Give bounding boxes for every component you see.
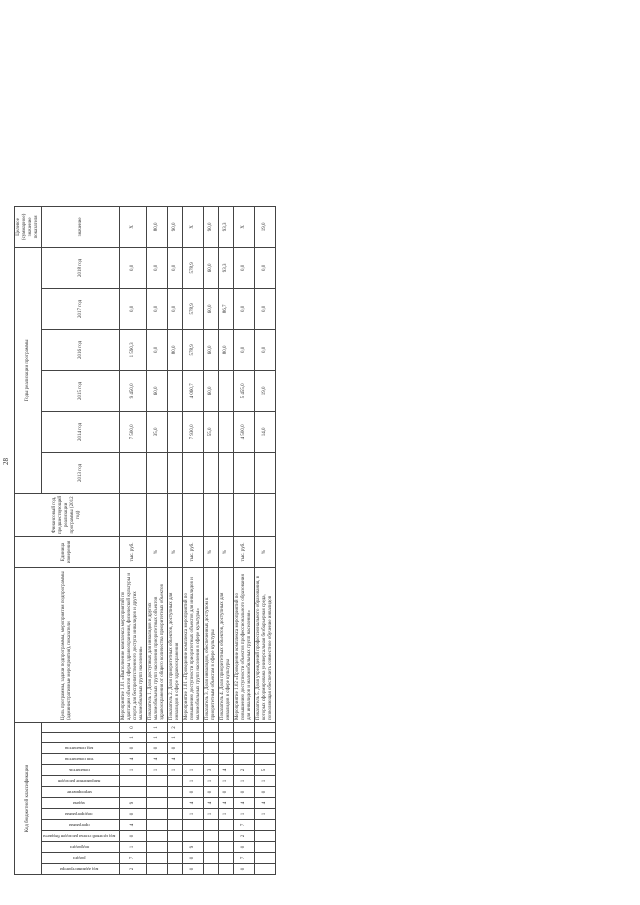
code-cell: 1 [255,776,276,787]
year-value-cell: 14,0 [255,411,276,452]
code-cell [219,831,234,842]
table-row [120,206,147,874]
code-cell: 1 [204,809,219,820]
code-cell: 2 [234,765,255,776]
year-header: 2015 год [42,370,120,411]
code-cell [147,853,168,864]
year-value-cell: 578,9 [183,247,204,288]
year-value-cell [234,452,255,493]
code-cell [255,723,276,733]
code-cell: 1 [168,765,183,776]
classification-header: Код бюджетной классификации [15,723,42,875]
year-value-cell [120,452,147,493]
code-cell: 0 [120,831,147,842]
code-cell [204,864,219,875]
code-cell: 4 [168,754,183,765]
year-value-cell: 578,9 [183,288,204,329]
code-cell: 0 [183,864,204,875]
year-value-cell: 7 500,0 [120,411,147,452]
year-value-cell: 80,0 [168,329,183,370]
unit-cell: % [219,537,234,568]
code-cell: 0 [120,809,147,820]
code-cell: 0 [234,787,255,798]
year-value-cell: 0,0 [120,247,147,288]
code-cell [147,842,168,853]
year-value-cell: 0,0 [168,288,183,329]
code-cell: 1 [147,733,168,743]
year-value-cell [255,452,276,493]
year-header: 2013 год [42,452,120,493]
year-value-cell: 0,0 [147,288,168,329]
subheader: код целевой статьи расходов бюджета [42,831,120,842]
year-value-cell: 19,0 [255,370,276,411]
unit-cell: % [168,537,183,568]
code-cell: 1 [183,765,204,776]
code-cell: 1 [147,723,168,733]
code-cell [183,743,204,754]
code-cell: 1 [255,809,276,820]
code-cell [168,864,183,875]
year-value-cell [147,452,168,493]
year-value-cell: 0,0 [255,247,276,288]
code-cell [219,754,234,765]
code-cell [234,733,255,743]
subheader [42,733,120,743]
code-cell: 2 [168,723,183,733]
subheader: раздел [42,853,120,864]
code-cell: 3 [204,765,219,776]
code-cell: 1 [219,776,234,787]
year-header: 2018 год [42,247,120,288]
code-cell: 1 [219,809,234,820]
table-row [255,206,276,874]
year-value-cell: 55,0 [204,411,219,452]
subheader: подпрограмма [42,809,120,820]
code-cell [219,842,234,853]
final-value-cell: X [183,206,204,247]
subheader: задача [42,798,120,809]
table-row [147,206,168,874]
unit-cell: тыс. руб. [234,537,255,568]
code-cell [255,842,276,853]
code-cell: 7 [120,853,147,864]
final-value-cell: 90,0 [204,206,219,247]
code-cell [255,743,276,754]
code-cell [204,754,219,765]
table-row [204,206,219,874]
table-row [219,206,234,874]
final-value-header: значение [42,206,120,247]
finance-cell [255,493,276,536]
code-cell [183,723,204,733]
code-cell [168,831,183,842]
subheader: показатель [42,765,120,776]
year-value-cell: 0,0 [255,288,276,329]
code-cell: 9 [120,798,147,809]
year-value-cell [219,370,234,411]
year-value-cell: 4 060,7 [183,370,204,411]
year-header: 2017 год [42,288,120,329]
year-value-cell [168,370,183,411]
final-header: Целевое (суммарное) значение показателя [15,206,42,247]
code-cell [219,853,234,864]
table-row [183,206,204,874]
subheader [42,723,120,733]
year-value-cell: 0,0 [255,329,276,370]
table-row [168,206,183,874]
year-value-cell: 0,0 [234,247,255,288]
code-cell [168,853,183,864]
year-value-cell: 0,0 [168,247,183,288]
year-value-cell [168,452,183,493]
code-cell: 4 [120,754,147,765]
year-value-cell: 60,0 [204,288,219,329]
year-value-cell: 0,0 [147,329,168,370]
final-value-cell: X [120,206,147,247]
code-cell [183,831,204,842]
code-cell [234,723,255,733]
year-value-cell: 80,0 [219,329,234,370]
subheader: направление расходов [42,776,120,787]
code-cell [168,798,183,809]
code-cell: 1 [234,809,255,820]
code-cell [168,842,183,853]
code-cell [183,733,204,743]
code-cell [183,820,204,831]
code-cell [219,864,234,875]
description-cell: Показатель 3. Доля инвалидов, обеспеченных доступом к приоритетным объектам в сфере культуры [204,568,219,723]
subheader: код показателя [42,743,120,754]
year-value-cell: 0,0 [120,288,147,329]
code-cell [204,733,219,743]
code-cell [147,787,168,798]
final-value-cell: X [234,206,255,247]
code-cell: 7 [234,820,255,831]
code-cell [147,798,168,809]
code-cell [219,743,234,754]
code-cell: 1 [183,776,204,787]
year-value-cell: 0,0 [234,288,255,329]
year-value-cell: 578,9 [183,329,204,370]
description-cell: Показатель 2. Доля приоритетных объектов, доступных для инвалидов в сфере здравоохранения [168,568,183,723]
finance-cell [147,493,168,536]
description-cell: Мероприятие 1.01 «Выполнение комплекса мероприятий по адаптации объектов сферы здравоохранения, физической культуры и спорта для беспрепятственного доступа инвалидов и других маломобильных групп населения» [120,568,147,723]
code-cell: 0 [120,723,147,733]
year-value-cell [219,411,234,452]
code-cell: 0 [204,787,219,798]
code-cell [120,787,147,798]
year-value-cell: 60,0 [204,329,219,370]
code-cell: 4 [219,798,234,809]
year-value-cell: 4 500,0 [234,411,255,452]
code-cell: 1 [168,733,183,743]
final-value-cell: 19,0 [255,206,276,247]
subheader: мероприятие [42,787,120,798]
code-cell: 4 [147,754,168,765]
finance-cell [219,493,234,536]
code-cell [147,809,168,820]
page-number: 28 [2,458,10,465]
code-cell: 4 [204,798,219,809]
year-value-cell [219,452,234,493]
year-header: 2014 год [42,411,120,452]
code-cell [219,723,234,733]
code-cell: 0 [168,743,183,754]
year-value-cell [204,452,219,493]
year-value-cell: 86,7 [219,288,234,329]
code-cell: 2 [234,831,255,842]
year-value-cell: 35,0 [147,411,168,452]
code-cell [255,831,276,842]
description-cell: Мероприятие 1.01 «Проведение комплекса мероприятий по повышению доступности приоритетных объектов для инвалидов и маломобильных групп населения в сфере культуры» [183,568,204,723]
finance-cell [234,493,255,536]
code-cell: 4 [255,798,276,809]
code-cell: 9 [183,842,204,853]
code-cell: 4 [120,820,147,831]
description-cell: Показатель 5. Доля учреждений профессионального образования, в которых сформирована универсальная безбарьерная среда, позволяющая обеспечить совместное обучение инвалидов [255,568,276,723]
unit-cell: тыс. руб. [120,537,147,568]
year-header: 2016 год [42,329,120,370]
code-cell: 4 [234,798,255,809]
code-cell: 7 [234,853,255,864]
code-cell [204,831,219,842]
final-value-cell: 90,0 [168,206,183,247]
subheader: подраздел [42,842,120,853]
code-cell [204,853,219,864]
code-cell: 1 [120,765,147,776]
goal-header: Цель программы, задачи подпрограммы, мероприятия подпрограммы (административные мероприятия), показатели [15,568,120,723]
code-cell [255,820,276,831]
subheader: тип показателя [42,754,120,765]
code-cell: 1 [120,733,147,743]
code-cell: 1 [234,776,255,787]
unit-cell: тыс. руб. [183,537,204,568]
year-value-cell: 7 930,0 [183,411,204,452]
year-value-cell: 0,0 [147,247,168,288]
year-value-cell: 0,0 [234,329,255,370]
code-cell [234,754,255,765]
code-cell: 4 [219,765,234,776]
unit-cell: % [255,537,276,568]
code-cell: 0 [120,743,147,754]
finance-cell [204,493,219,536]
code-cell [204,842,219,853]
code-cell [255,733,276,743]
year-value-cell: 1 590,3 [120,329,147,370]
code-cell: 1 [120,842,147,853]
unit-header: Единица измерения [15,537,120,568]
code-cell: 0 [234,864,255,875]
code-cell [204,743,219,754]
code-cell [147,820,168,831]
description-cell: Показатель 1. Доля доступных для инвалидов и других маломобильных групп населения приоритетных объектов здравоохранения от общего количества приоритетных объектов [147,568,168,723]
code-cell [255,754,276,765]
code-cell: 0 [183,853,204,864]
year-value-cell: 9 450,0 [120,370,147,411]
code-cell [204,820,219,831]
code-cell [147,831,168,842]
year-value-cell [183,452,204,493]
final-value-cell: 93,3 [219,206,234,247]
code-cell [255,864,276,875]
final-value-cell: 80,0 [147,206,168,247]
finance-cell [120,493,147,536]
code-cell [204,723,219,733]
unit-cell: % [204,537,219,568]
unit-cell: % [147,537,168,568]
code-cell: 1 [204,776,219,787]
finance-cell [183,493,204,536]
code-cell [234,743,255,754]
code-cell: 0 [183,787,204,798]
year-value-cell: 60,0 [147,370,168,411]
code-cell: 0 [219,787,234,798]
code-cell [183,754,204,765]
finance-header: Финансовый год, предшествующий реализации программы (2012 год) [15,493,120,536]
description-cell: Показатель 4. Доля приоритетных объектов, доступных для инвалидов в сфере культуры [219,568,234,723]
years-header: Годы реализации программы [15,247,42,493]
code-cell: 5 [255,765,276,776]
year-value-cell [168,411,183,452]
subheader: код администратора [42,864,120,875]
code-cell: 4 [183,798,204,809]
code-cell [168,787,183,798]
code-cell [255,853,276,864]
description-cell: Мероприятие 1.02 «Проведение комплекса мероприятий по повышению доступности объектов профессионального образования для инвалидов и маломобильных групп населения» [234,568,255,723]
code-cell [168,776,183,787]
code-cell [219,733,234,743]
code-cell [168,820,183,831]
code-cell: 0 [234,842,255,853]
code-cell: 0 [147,743,168,754]
code-cell: 2 [120,864,147,875]
code-cell [120,776,147,787]
year-value-cell: 5 455,0 [234,370,255,411]
year-value-cell: 60,0 [204,247,219,288]
year-value-cell: 60,0 [204,370,219,411]
code-cell [147,776,168,787]
year-value-cell: 93,3 [219,247,234,288]
program-table [14,206,276,875]
code-cell: 1 [147,765,168,776]
subheader: программа [42,820,120,831]
code-cell [168,809,183,820]
table-row [234,206,255,874]
code-cell [219,820,234,831]
code-cell [147,864,168,875]
finance-cell [168,493,183,536]
code-cell: 1 [183,809,204,820]
code-cell: 0 [255,787,276,798]
